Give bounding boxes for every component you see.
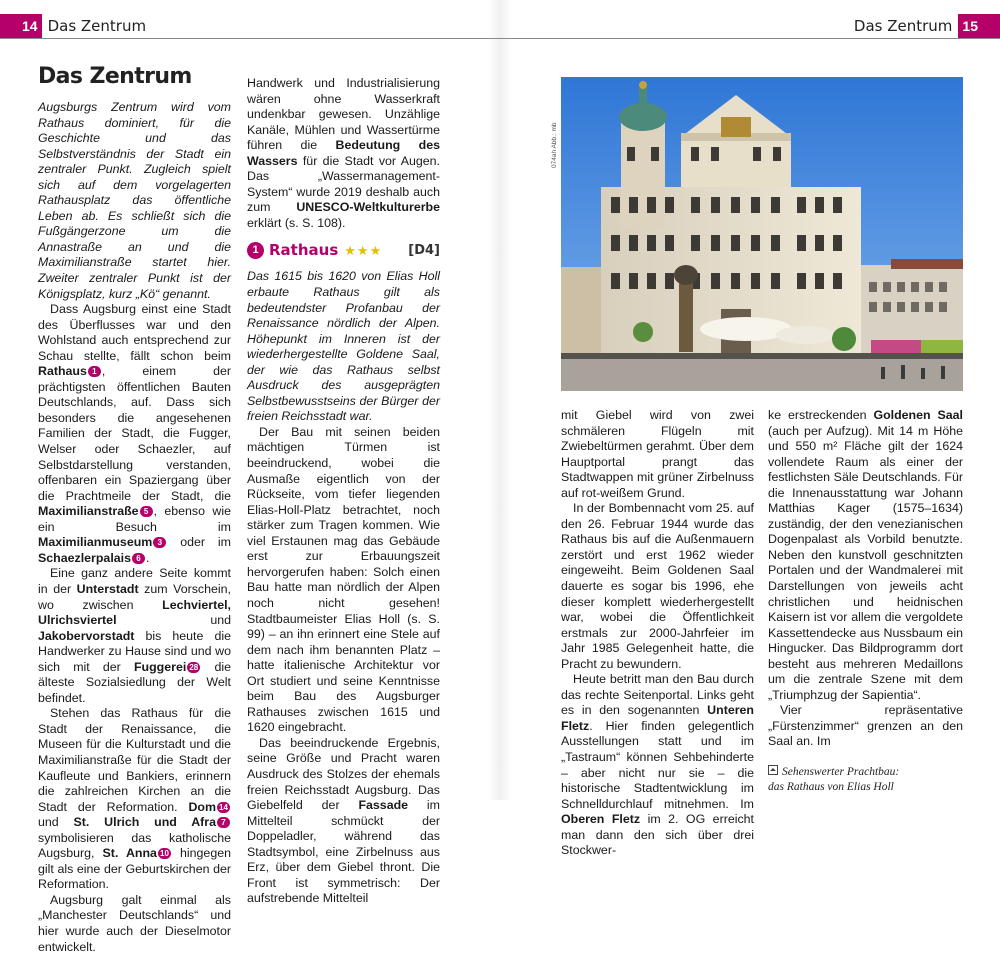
left-running-title: Das Zentrum — [47, 17, 147, 35]
paragraph: Stehen das Rathaus für die Stadt der Renaissance, die Museen für die Kulturstadt und die Maximilianstraße für die Stadt der Kaufleute und Bankiers, erinnern die zahlreichen Kirchen an die Stadt der Reformation. Dom 14 und St. Ulrich und Afra 7 symbolisieren das katholische Augsburg, St. Anna 10 hingegen gilt als eine der Geburtskirchen der Reformation. — [38, 706, 231, 892]
rating-stars-icon: ★★★ — [344, 243, 383, 259]
photo-caption-icon — [768, 765, 778, 775]
poi-rathaus: Rathaus — [38, 364, 87, 379]
poi-maximilianstrasse: Maximilianstraße — [38, 504, 139, 519]
left-page-number: 14 — [0, 14, 42, 38]
poi-fuggerei: Fuggerei — [133, 659, 187, 674]
poi-st-anna: St. Anna — [102, 846, 157, 861]
intro-paragraph: Augsburgs Zentrum wird vom Rathaus dominiert, für die Geschichte und das Selbstverständnis der Stadt ein zentraler Punkt. Zugleich spielt sich auf dem vorgelagerten Rathausplatz das öffentliche Leben ab. Es schließt sich die Fußgängerzone um die Annastraße an und die Maximilianstraße startet hier. Zweiter zentraler Punkt ist der Königsplatz, kurz „Kö“ genannt. — [38, 100, 231, 301]
right-header-rule — [500, 38, 1000, 39]
poi-intro: Das 1615 bis 1620 von Elias Holl erbaute Rathaus gilt als bedeutendster Profanbau der Renaissance nördlich der Alpen. Höhepunkt im Inneren ist der wiederhergestellte Goldene Saal, der wie das Rathaus selbst Ausdruck des ausgeprägten Selbstbewusstseins der Bürger der freien Reichsstadt war. — [247, 269, 440, 424]
paragraph: Der Bau mit seinen beiden mächtigen Türmen ist beeindruckend, wobei die Ausmaße eigentlich von der Rückseite, vom tiefer liegenden Elias-Holl-Platz betrachtet, noch stärker zum Tragen kommen. Wie viel Erstaunen mag das Gebäude erst zur Erbauungszeit hervorgerufen haben: Solch einen Bau hatte man nördlich der Alpen noch nicht gesehen! Stadtbaumeister Elias Holl (s. S. 99) – an ihn erinnert eine Stele auf dem nach ihm benannten Platz – hatte italienische Architektur vor Ort studiert und seine Kenntnisse beim Bau des Augsburger Rathauses zwischen 1615 und 1620 eingebracht. — [247, 424, 440, 735]
map-marker: 7 — [217, 817, 230, 828]
map-marker: 5 — [140, 506, 153, 517]
paragraph: Augsburg galt einmal als „Manchester Deutschlands“ und hier wurde auch der Dieselmotor entwickelt. — [38, 892, 231, 954]
paragraph: mit Giebel wird von zwei schmäleren Flügeln mit Zwiebeltürmen gerahmt. Über dem Hauptportal prangt das Stadtwappen mit grüner Zirbelnuss auf rot-weißem Grund. — [561, 408, 754, 500]
right-column-2 — [768, 408, 963, 750]
map-grid-reference: [D4] — [408, 243, 440, 259]
paragraph: In der Bombennacht vom 25. auf den 26. Februar 1944 wurde das Rathaus bis auf die Außenmauern zerstört und erst 1962 wieder eingeweiht. Beim Goldenen Saal dauerte es sogar bis 1996, ehe dieser komplett wiederhergestellt war, wobei die Öffentlichkeit erstmals zur 2000-Jahrfeier im Jahr 1985 Gelegenheit hatte, die Pracht zu bewundern. — [561, 501, 754, 671]
paragraph: Eine ganz andere Seite kommt in der Unterstadt zum Vorschein, wo zwischen Lechviertel, Ulrichsviertel und Jakobervorstadt bis heute die Handwerker zu Hause sind und wo sich mit der Fuggerei 28 die älteste Sozialsiedlung der Welt befindet. — [38, 566, 231, 705]
map-marker: 14 — [217, 802, 230, 813]
right-page-header — [848, 14, 1000, 38]
paragraph: Heute betritt man den Bau durch das rechte Seitenportal. Links geht es in den sogenannten Unteren Fletz. Hier finden gelegentlich Ausstellungen statt und im „Tastraum“ können Sehbehinderte – aber nicht nur sie – die historische Stadtentwicklung im Schnelldurchlauf mitnehmen. Im Oberen Fletz im 2. OG erreicht man dann den sich über drei Stockwer- — [561, 672, 755, 858]
photo-caption — [768, 765, 899, 795]
paragraph: Das beeindruckende Ergebnis, seine Größe und Pracht waren Ausdruck des Stolzes der ehemals freien Reichsstadt Augsburg. Das Giebelfeld der Fassade im Mittelteil schmückt der Doppeladler, während das Stadtsymbol, eine Zirbelnuss aus Erz, über dem Giebel thront. Die Front ist symmetrisch: Der aufstrebende Mittelteil — [247, 735, 440, 906]
left-page-header — [0, 14, 152, 38]
poi-dom: Dom — [188, 799, 216, 814]
left-column-2 — [247, 76, 440, 907]
right-page — [500, 0, 1000, 858]
poi-schaezlerpalais: Schaezlerpalais — [38, 550, 131, 565]
left-header-rule — [0, 38, 500, 39]
poi-number-badge: 1 — [247, 242, 264, 259]
right-running-title: Das Zentrum — [853, 17, 953, 35]
map-marker: 28 — [187, 662, 200, 673]
caption-line-1: Sehenswerter Prachtbau: — [782, 766, 900, 778]
poi-heading-rathaus — [247, 242, 440, 259]
poi-title: Rathaus — [269, 241, 339, 260]
poi-goldener-saal: Goldenen Saal — [873, 408, 963, 422]
right-column-1 — [561, 408, 754, 859]
photo-credit: 074ah Abb.: mb — [551, 122, 558, 168]
paragraph: Dass Augsburg einst eine Stadt des Überflusses war und den Wohlstand auch entsprechend zur Schau stellte, fällt schon beim Rathaus 1 , einem der prächtigsten öffentlichen Bauten Deutschlands, auf. Dass sich besonders die angesehenen Familien der Stadt, die Fugger, Welser oder Schaezler, auf Selbstdarstellung verstanden, offenbaren ein Spaziergang über die Prachtmeile der Stadt, die Maximilianstraße 5 , ebenso wie ein Besuch im Maximilianmuseum 3 oder im Schaezlerpalais 6 . — [38, 302, 231, 565]
map-marker: 1 — [88, 366, 101, 377]
left-page — [0, 0, 500, 954]
paragraph: Vier repräsentative „Fürstenzimmer“ grenzen an den Saal an. Im — [768, 703, 963, 749]
section-title: Das Zentrum — [38, 64, 192, 89]
paragraph: Handwerk und Industrialisierung wären ohne Wasserkraft undenkbar gewesen. Unzählige Kanäle, Mühlen und Wassertürme führen die Bedeutung des Wassers für die Stadt vor Augen. Das „Wassermanagement-System“ wurde 2019 deshalb auch zum UNESCO-Weltkulturerbe erklärt (s. S. 108). — [247, 76, 440, 230]
paragraph: ke erstreckenden Goldenen Saal (auch per Aufzug). Mit 14 m Höhe und 550 m² Fläche gilt der 1624 vollendete Raum als einer der festlichsten Säle Deutschlands. Für die Innenausstattung war Johann Matthias Kager (1575–1634) zuständig, der den venezianischen Dogenpalast als Vorbild benutzte. Neben den kunstvoll geschnitzten Portalen und der Wandmalerei mit Darstellungen von jeweils acht christlichen und heidnischen Kaisern ist vor allem die vergoldete Kassettendecke aus Nussbaum ein Hingucker. Das Bildprogramm dort besteht aus mehreren Medaillons um die zentrale Szene mit dem „Triumphzug der Sapientia“. — [768, 408, 963, 702]
map-marker: 10 — [158, 848, 171, 859]
map-marker: 6 — [132, 553, 145, 564]
poi-maximilianmuseum: Maximilianmuseum — [38, 535, 153, 550]
poi-st-ulrich-afra: St. Ulrich und Afra — [73, 815, 216, 830]
caption-line-2: das Rathaus von Elias Holl — [768, 781, 894, 793]
right-page-number: 15 — [958, 14, 1000, 38]
map-marker: 3 — [153, 537, 166, 548]
rathaus-photo — [561, 77, 963, 391]
left-column-1 — [38, 100, 231, 955]
